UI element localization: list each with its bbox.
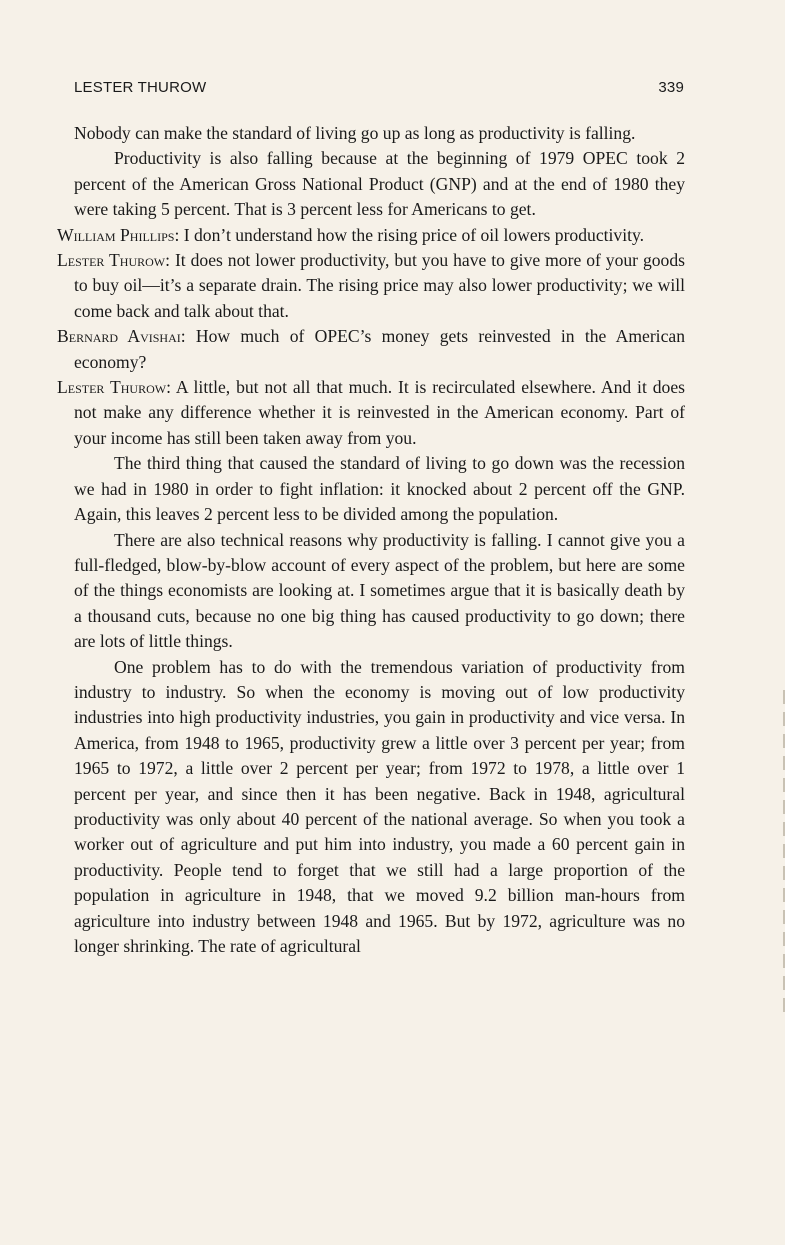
paragraph-text: Productivity is also falling because at the beginning of 1979 OPEC took 2 percent of the American Gross National Product (GNP) and at the end of 1980 they were taking 5 percent. That is 3 percent less for Americans to get. xyxy=(74,148,685,220)
speech-paragraph xyxy=(57,375,685,451)
speaker-name: William Phillips: xyxy=(57,224,180,245)
paragraph xyxy=(57,528,685,655)
speaker-name: Lester Thurow: xyxy=(57,250,170,271)
page-body xyxy=(57,121,685,959)
paragraph-text: There are also technical reasons why productivity is falling. I cannot give you a full-fledged, blow-by-blow account of every aspect of the problem, but here are some of the things economists are looking at. I sometimes argue that it is basically death by a thousand cuts, because no one big thing has caused productivity to go down; there are lots of little things. xyxy=(74,529,685,652)
speech-paragraph xyxy=(57,223,685,248)
paragraph-text: I don’t understand how the rising price of oil lowers productivity. xyxy=(183,224,645,245)
speaker-name: Bernard Avishai: xyxy=(57,326,186,347)
paragraph-text: It does not lower productivity, but you have to give more of your goods to buy oil—it’s a separate drain. The rising price may also lower productivity; we will come back and talk about that. xyxy=(74,250,685,321)
paragraph xyxy=(57,121,685,146)
page-number: 339 xyxy=(658,79,684,96)
paragraph-text: The third thing that caused the standard of living to go down was the recession we had in 1980 in order to fight inflation: it knocked about 2 percent off the GNP. Again, this leaves 2 percent less to be divided among the population. xyxy=(74,453,685,525)
paragraph-text: One problem has to do with the tremendous variation of productivity from industry to industry. So when the economy is moving out of low productivity industries into high productivity industries, you gain in productivity and vice versa. In America, from 1948 to 1965, productivity grew a little over 3 percent per year; from 1965 to 1972, a little over 2 percent per year; from 1972 to 1978, a little over 1 percent per year, and since then it has been negative. Back in 1948, agricultural productivity was only about 40 percent of the national average. So when you took a worker out of agriculture and put him into industry, you made a 60 percent gain in productivity. People tend to forget that we still had a large proportion of the population in agriculture in 1948, that we moved 9.2 billion man-hours from agriculture into industry between 1948 and 1965. But by 1972, agriculture was no longer shrinking. The rate of agricultural xyxy=(74,656,685,956)
paragraph xyxy=(57,146,685,222)
paragraph-text: How much of OPEC’s money gets reinvested in the American economy? xyxy=(74,326,685,372)
paragraph xyxy=(57,451,685,527)
paragraph-text: Nobody can make the standard of living go up as long as productivity is falling. xyxy=(74,123,636,143)
speaker-name: Lester Thurow: xyxy=(57,377,171,398)
speech-paragraph xyxy=(57,248,685,324)
paragraph-text: A little, but not all that much. It is recirculated elsewhere. And it does not make any difference whether it is reinvested in the American economy. Part of your income has still been taken away from you. xyxy=(74,377,685,448)
page-header xyxy=(74,79,684,103)
speech-paragraph xyxy=(57,324,685,375)
paragraph xyxy=(57,655,685,960)
running-head: LESTER THUROW xyxy=(74,79,207,96)
